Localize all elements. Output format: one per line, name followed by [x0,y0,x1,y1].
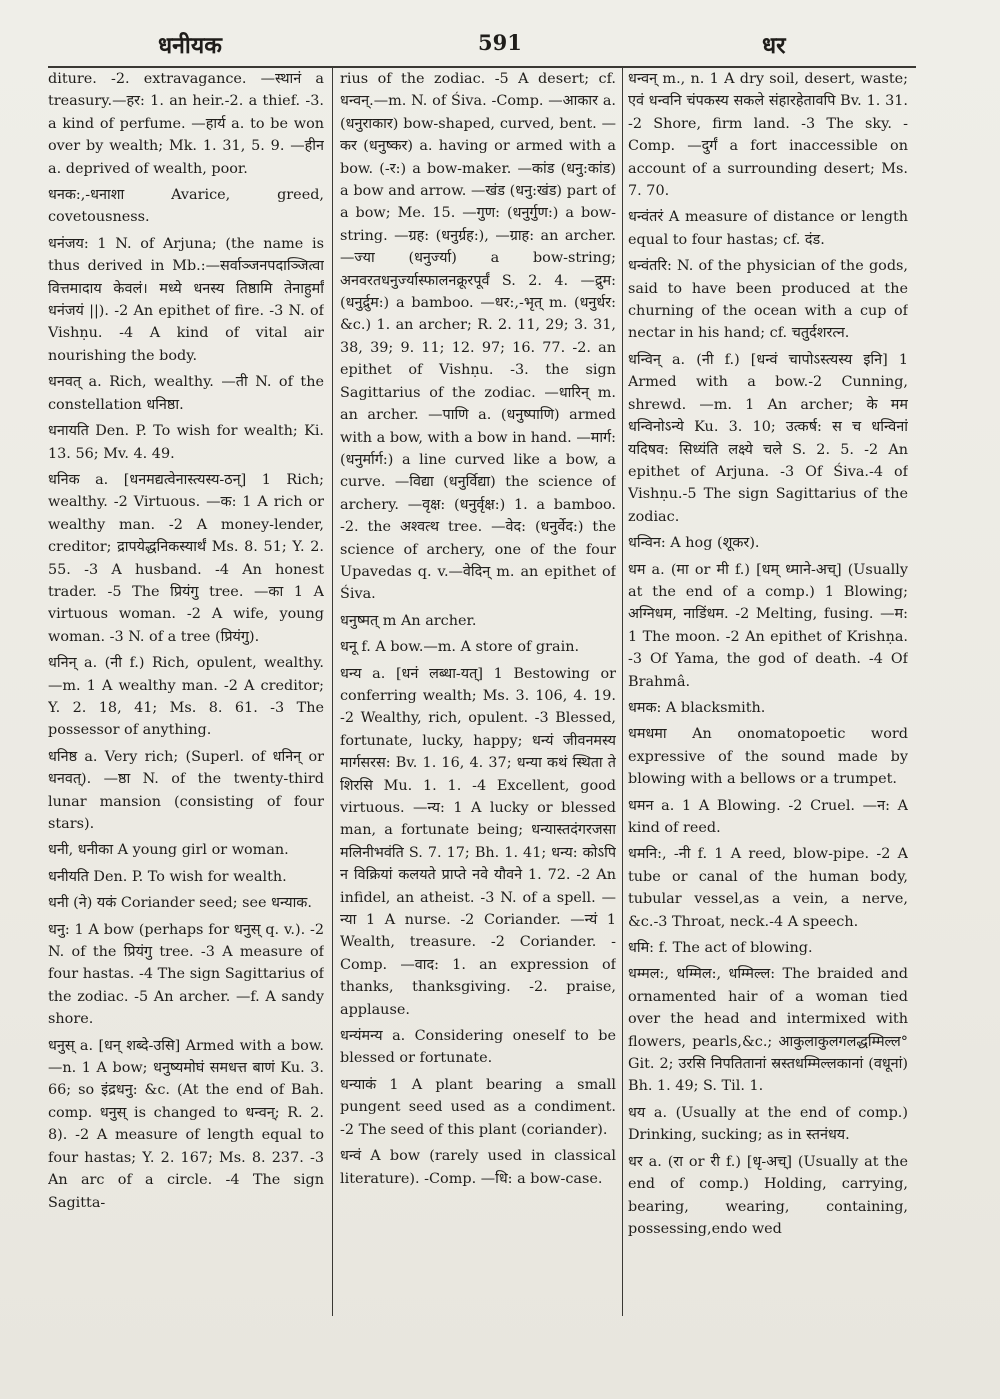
dictionary-entry: धमनि:, -नी f. 1 A reed, blow-pipe. -2 A tube or canal of the human body, tubular vessel,as a vein, a nerve, &c.-3 Throat, neck.-4 A speech. [628,846,908,930]
column-divider-1 [332,66,333,1316]
dictionary-entry: धनिक a. [धनमद्यत्वेनास्त्यस्य-ठन्] 1 Rich; wealthy. -2 Virtuous. —क: 1 A rich or wealthy man. -2 A money-lender, creditor; द्रापयेद्धनिकस्यार्थं Ms. 8. 51; Y. 2. 55. -3 A husband. -4 An honest trader. -5 The प्रियंगु tree. —का 1 A virtuous woman. -2 A wife, young woman. -3 N. of a tree (प्रियंगु). [48,471,324,645]
dictionary-entry: धमक: A blacksmith. [628,699,766,716]
dictionary-entry: धनी (ने) यकं Coriander seed; see धन्याक. [48,895,312,912]
dictionary-entry: धनू f. A bow.—m. A store of grain. [340,639,580,656]
header-left-guide-word: धनीयक [158,32,222,59]
dictionary-entry: धन्वंतरि: N. of the physician of the gods, said to have been produced at the churning of the ocean with a cup of nectar in his hand; cf. चतुर्दशरत्न. [628,258,908,342]
dictionary-entry: धनायति Den. P. To wish for wealth; Ki. 13. 56; Mv. 4. 49. [48,423,324,462]
dictionary-entry: धनीयति Den. P. To wish for wealth. [48,868,287,885]
dictionary-entry: धन्विन: A hog (शूकर). [628,535,760,552]
dictionary-entry: धमन a. 1 A Blowing. -2 Cruel. —न: A kind of reed. [628,797,908,836]
dictionary-entry: धनक:,-धनाशा Avarice, greed, covetousness. [48,187,324,226]
dictionary-entry: धमि: f. The act of blowing. [628,940,813,957]
dictionary-entry: धन्वं A bow (rarely used in classical literature). -Comp. —धि: a bow-case. [340,1148,616,1187]
column-2 [340,68,616,1359]
dictionary-entry: धनु: 1 A bow (perhaps for धनुस् q. v.). -2 N. of the प्रियंगु tree. -3 A measure of four hastas. -4 The sign Sagittarius of the zodiac. -5 An archer. —f. A sandy shore. [48,921,324,1028]
dictionary-entry: धय a. (Usually at the end of comp.) Drinking, sucking; as in स्तनंधय. [628,1104,908,1144]
column-divider-2 [622,66,623,1316]
dictionary-entry: धन्विन् a. (नी f.) [धन्वं चापोऽस्त्यस्य इनि] 1 Armed with a bow.-2 Cunning, shrewd. —m. 1 An archer; के मम धन्विनोऽन्ये Ku. 3. 10; उत्कर्ष: स च धन्विनां यदिषव: सिध्यंति लक्ष्ये चले S. 2. 5. -2 An epithet of Arjuna. -3 Of Śiva.-4 of Vishṇu.-5 The sign Sagittarius of the zodiac. [628,351,908,525]
dictionary-entry: धमधमा An onomatopoetic word expressive of the sound made by blowing with a bellows or a trumpet. [628,726,908,788]
dictionary-entry: धनंजय: 1 N. of Arjuna; (the name is thus derived in Mb.:—सर्वाञ्जनपदाञ्जित्वा वित्तमादाय केवलं। मध्ये धनस्य तिष्ठामि तेनाहुर्मां धनंजयं ||). -2 An epithet of fire. -3 N. of Vishṇu. -4 A kind of vital air nourishing the body. [48,235,324,364]
dictionary-entry: धम a. (मा or मी f.) [धम् ध्माने-अच्] (Usually at the end of a comp.) 1 Blowing; अग्निधम, नाडिंधम. -2 Melting, fusing. —म: 1 The moon. -2 An epithet of Krishṇa. -3 Of Yama, the god of death. -4 Of Brahmâ. [628,561,908,690]
header-right-guide-word: धर [762,32,786,59]
dictionary-entry: धम्मल:, धम्मिल:, धम्मिल्ल: The braided and ornamented hair of a woman tied over the head and intermixed with flowers, pearls,&c.; आकुलाकुलगलद्धम्मिल्ल° Git. 2; उरसि निपतितानां स्रस्तधम्मिल्लकानां (वधूनां) Bh. 1. 49; S. Til. 1. [628,966,908,1095]
dictionary-entry: धन्य a. [धनं लब्धा-यत्] 1 Bestowing or conferring wealth; Ms. 3. 106, 4. 19. -2 Wealthy, rich, opulent. -3 Blessed, fortunate, lucky, happy; धन्यं जीवनमस्य मार्गसरस: Bv. 1. 16, 4. 37; धन्या कथं स्थिता ते शिरसि Mu. 1. 1. -4 Excellent, good virtuous. —न्य: 1 A lucky or blessed man, a fortunate being; धन्यास्तदंगरजसा मलिनीभवंति S. 7. 17; Bh. 1. 41; धन्य: कोऽपि न विक्रियां कलयते प्राप्ते नवे यौवने 1. 72. -2 An infidel, an atheist. -3 N. of a spell. —न्या 1 A nurse. -2 Coriander. —न्यं 1 Wealth, treasure. -2 Coriander. -Comp. —वाद: 1. an expression of thanks, thanksgiving. -2. praise, applause. [340,665,616,1018]
dictionary-entry: धनुस् a. [धन् शब्दे-उसि] Armed with a bow. —n. 1 A bow; धनुष्यमोघं समधत्त बाणं Ku. 3. 66; so इंद्रधनु: &c. (At the end of Bah. comp. धनुस् is changed to धन्वन्; R. 2. 8). -2 A measure of length equal to four hastas; Y. 2. 167; Ms. 8. 237. -3 An arc of a circle. -4 The sign Sagitta- [48,1037,324,1211]
dictionary-entry: धन्यंमन्य a. Considering oneself to be blessed or fortunate. [340,1028,616,1067]
dictionary-entry: धर a. (रा or री f.) [धृ-अच्] (Usually at the end of comp.) Holding, carrying, bearing, wearing, containing, possessing,endo wed [628,1153,908,1237]
dictionary-entry: धनुष्मत् m An archer. [340,612,477,629]
column-3 [628,68,908,1359]
dictionary-entry: धन्याकं 1 A plant bearing a small pungent seed used as a condiment. -2 The seed of this plant (coriander). [340,1076,616,1138]
column-1 [48,68,324,1359]
dictionary-entry: धन्वन् m., n. 1 A dry soil, desert, waste; एवं धन्वनि चंपकस्य सकले संहारहेतावपि Bv. 1. 31. -2 Shore, firm land. -3 The sky. -Comp. —दुर्गं a fort inaccessible on account of a surrounding desert; Ms. 7. 70. [628,71,908,200]
page-number: 591 [478,30,522,55]
dictionary-entry: धनी, धनीका A young girl or woman. [48,842,289,859]
dictionary-entry: diture. -2. extravagance. —स्थानं a treasury.—हर: 1. an heir.-2. a thief. -3. a kind of perfume. —हार्य a. to be won over by wealth; Mk. 1. 31, 5. 9. —हीन a. deprived of wealth, poor. [48,71,324,177]
dictionary-entry: rius of the zodiac. -5 A desert; cf. धन्वन्.—m. N. of Śiva. -Comp. —आकार a. (धनुराकार) bow-shaped, curved, bent. —कर (धनुष्कर) a. having or armed with a bow. (-र:) a bow-maker. —कांड (धनु:कांड) a bow and arrow. —खंड (धनु:खंड) part of a bow; Me. 15. —गुण: (धनुर्गुण:) a bow-string. —ग्रह: (धनुर्ग्रह:), —ग्राह: an archer. —ज्या (धनुर्ज्या) a bow-string; अनवरतधनुर्ज्यास्फालनक्रूरपूर्वं S. 2. 4. —द्रुम: (धनुर्द्रुम:) a bamboo. —धर:,-भृत् m. (धनुर्धर: &c.) 1. an archer; R. 2. 11, 29; 3. 31, 38, 39; 9. 11; 12. 97; 16. 77. -2. an epithet of Vishṇu. -3. the sign Sagittarius of the zodiac. —धारिन् m. an archer. —पाणि a. (धनुष्पाणि) armed with a bow, with a bow in hand. —मार्ग: (धनुर्मार्ग:) a line curved like a bow, a curve. —विद्या (धनुर्विद्या) the science of archery. —वृक्ष: (धनुर्वृक्ष:) 1. a bamboo. -2. the अश्वत्थ tree. —वेद: (धनुर्वेद:) the science of archery, one of the four Upavedas q. v.—वेदिन् m. an epithet of Śiva. [340,71,616,603]
dictionary-entry: धनवत् a. Rich, wealthy. —ती N. of the constellation धनिष्ठा. [48,374,324,413]
page-header [0,28,1000,68]
dictionary-entry: धनिष्ठ a. Very rich; (Superl. of धनिन् or धनवत्). —ष्ठा N. of the twenty-third lunar mansion (consisting of four stars). [48,748,324,832]
dictionary-entry: धनिन् a. (नी f.) Rich, opulent, wealthy. —m. 1 A wealthy man. -2 A creditor; Y. 2. 18, 41; Ms. 8. 61. -3 The possessor of anything. [48,655,324,739]
dictionary-entry: धन्वंतरं A measure of distance or length equal to four hastas; cf. दंड. [628,209,908,248]
